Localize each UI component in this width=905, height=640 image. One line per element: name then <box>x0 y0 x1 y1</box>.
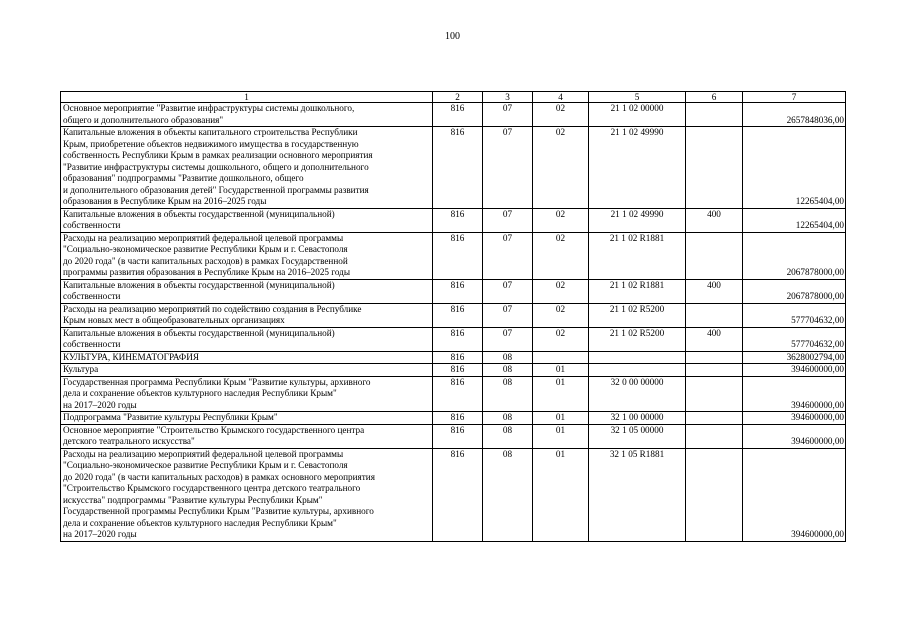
row-amount: 577704632,00 <box>743 327 846 351</box>
row-col-6 <box>686 351 743 364</box>
row-col-5: 32 1 05 00000 <box>589 424 686 448</box>
row-col-3: 07 <box>483 232 533 279</box>
row-col-5 <box>589 351 686 364</box>
row-amount: 3628002794,00 <box>743 351 846 364</box>
row-description: Капитальные вложения в объекты государственной (муниципальной) собственности <box>61 208 433 232</box>
table-row <box>61 364 846 377</box>
row-col-6 <box>686 103 743 127</box>
row-col-4: 01 <box>533 364 589 377</box>
row-col-2: 816 <box>433 127 483 209</box>
row-col-3: 08 <box>483 424 533 448</box>
row-col-2: 816 <box>433 424 483 448</box>
row-col-4: 01 <box>533 424 589 448</box>
row-col-3: 07 <box>483 327 533 351</box>
table-row <box>61 232 846 279</box>
table-row <box>61 448 846 541</box>
row-col-5: 32 0 00 00000 <box>589 376 686 412</box>
row-col-2: 816 <box>433 279 483 303</box>
row-description: Капитальные вложения в объекты государственной (муниципальной) собственности <box>61 279 433 303</box>
table-row <box>61 424 846 448</box>
row-col-2: 816 <box>433 103 483 127</box>
table-row <box>61 327 846 351</box>
row-description: Расходы на реализацию мероприятий федеральной целевой программы "Социально-экономическое развитие Республики Крым и г. Севастополя до 2020 года" (в части капитальных расходов) в рамках Государственной программы развития образования в Республике Крым на 2016–2025 годы <box>61 232 433 279</box>
row-amount: 394600000,00 <box>743 424 846 448</box>
row-col-3: 08 <box>483 351 533 364</box>
row-col-2: 816 <box>433 448 483 541</box>
table-row <box>61 412 846 425</box>
row-col-5: 32 1 00 00000 <box>589 412 686 425</box>
header-col-2: 2 <box>433 92 483 103</box>
row-col-6 <box>686 127 743 209</box>
row-col-6 <box>686 303 743 327</box>
table-row <box>61 127 846 209</box>
page-number: 100 <box>445 31 460 42</box>
row-amount: 394600000,00 <box>743 364 846 377</box>
row-col-2: 816 <box>433 232 483 279</box>
row-amount: 2657848036,00 <box>743 103 846 127</box>
row-col-6: 400 <box>686 327 743 351</box>
row-col-4: 02 <box>533 103 589 127</box>
row-amount: 2067878000,00 <box>743 279 846 303</box>
row-col-6 <box>686 412 743 425</box>
row-col-3: 08 <box>483 448 533 541</box>
table-row <box>61 303 846 327</box>
row-col-3: 07 <box>483 303 533 327</box>
row-col-3: 07 <box>483 127 533 209</box>
row-amount: 394600000,00 <box>743 412 846 425</box>
row-col-4: 02 <box>533 208 589 232</box>
row-description: Капитальные вложения в объекты капитального строительства Республики Крым, приобретение объектов недвижимого имущества в государственную собственность Республики Крым в рамках реализации основного мероприятия "Развитие инфраструктуры системы дошкольного, общего и дополнительного образования" подпрограммы "Развитие дошкольного, общего и дополнительного образования детей" Государственной программы развития образования в Республике Крым на 2016–2025 годы <box>61 127 433 209</box>
row-col-4: 01 <box>533 412 589 425</box>
row-col-4 <box>533 351 589 364</box>
table-row <box>61 208 846 232</box>
table-row <box>61 376 846 412</box>
header-col-1: 1 <box>61 92 433 103</box>
row-description: КУЛЬТУРА, КИНЕМАТОГРАФИЯ <box>61 351 433 364</box>
row-col-3: 07 <box>483 279 533 303</box>
table-row <box>61 279 846 303</box>
row-col-2: 816 <box>433 351 483 364</box>
row-col-6 <box>686 232 743 279</box>
header-col-3: 3 <box>483 92 533 103</box>
row-amount: 12265404,00 <box>743 208 846 232</box>
row-col-6 <box>686 424 743 448</box>
row-description: Государственная программа Республики Крым "Развитие культуры, архивного дела и сохранение объектов культурного наследия Республики Крым" на 2017–2020 годы <box>61 376 433 412</box>
table-body <box>61 92 846 542</box>
header-col-5: 5 <box>589 92 686 103</box>
row-description: Расходы на реализацию мероприятий по содействию создания в Республике Крым новых мест в общеобразовательных организациях <box>61 303 433 327</box>
row-col-5: 21 1 02 49990 <box>589 208 686 232</box>
header-row <box>61 92 846 103</box>
table-row <box>61 351 846 364</box>
header-col-4: 4 <box>533 92 589 103</box>
row-col-3: 08 <box>483 412 533 425</box>
table-row <box>61 103 846 127</box>
row-col-5: 21 1 02 R5200 <box>589 303 686 327</box>
row-col-2: 816 <box>433 208 483 232</box>
row-col-4: 02 <box>533 127 589 209</box>
row-col-2: 816 <box>433 412 483 425</box>
row-col-4: 01 <box>533 448 589 541</box>
row-col-5: 21 1 02 00000 <box>589 103 686 127</box>
row-description: Основное мероприятие "Строительство Крымского государственного центра детского театрального искусства" <box>61 424 433 448</box>
budget-table <box>60 91 846 542</box>
row-description: Культура <box>61 364 433 377</box>
row-amount: 394600000,00 <box>743 376 846 412</box>
row-description: Подпрограмма "Развитие культуры Республики Крым" <box>61 412 433 425</box>
row-col-6 <box>686 364 743 377</box>
row-col-2: 816 <box>433 376 483 412</box>
row-col-5: 21 1 02 R5200 <box>589 327 686 351</box>
row-col-5: 21 1 02 R1881 <box>589 279 686 303</box>
row-col-2: 816 <box>433 364 483 377</box>
row-col-4: 01 <box>533 376 589 412</box>
header-col-7: 7 <box>743 92 846 103</box>
row-col-6 <box>686 376 743 412</box>
row-description: Капитальные вложения в объекты государственной (муниципальной) собственности <box>61 327 433 351</box>
row-amount: 12265404,00 <box>743 127 846 209</box>
row-col-3: 08 <box>483 364 533 377</box>
row-col-5: 32 1 05 R1881 <box>589 448 686 541</box>
row-col-4: 02 <box>533 279 589 303</box>
row-col-4: 02 <box>533 303 589 327</box>
row-col-4: 02 <box>533 327 589 351</box>
row-col-5: 21 1 02 R1881 <box>589 232 686 279</box>
row-col-4: 02 <box>533 232 589 279</box>
row-description: Основное мероприятие "Развитие инфраструктуры системы дошкольного, общего и дополнительного образования" <box>61 103 433 127</box>
row-col-5: 21 1 02 49990 <box>589 127 686 209</box>
row-col-5 <box>589 364 686 377</box>
row-col-3: 07 <box>483 208 533 232</box>
row-col-6: 400 <box>686 279 743 303</box>
row-col-6: 400 <box>686 208 743 232</box>
row-col-6 <box>686 448 743 541</box>
row-amount: 394600000,00 <box>743 448 846 541</box>
row-description: Расходы на реализацию мероприятий федеральной целевой программы "Социально-экономическое развитие Республики Крым и г. Севастополя до 2020 года" (в части капитальных расходов) в рамках основного мероприятия "Строительство Крымского государственного центра детского театрального искусства" подпрограммы "Развитие культуры Республики Крым" Государственной программы Республики Крым "Развитие культуры, архивного дела и сохранение объектов культурного наследия Республики Крым" на 2017–2020 годы <box>61 448 433 541</box>
row-col-2: 816 <box>433 303 483 327</box>
row-col-3: 08 <box>483 376 533 412</box>
row-amount: 577704632,00 <box>743 303 846 327</box>
row-amount: 2067878000,00 <box>743 232 846 279</box>
row-col-3: 07 <box>483 103 533 127</box>
row-col-2: 816 <box>433 327 483 351</box>
header-col-6: 6 <box>686 92 743 103</box>
